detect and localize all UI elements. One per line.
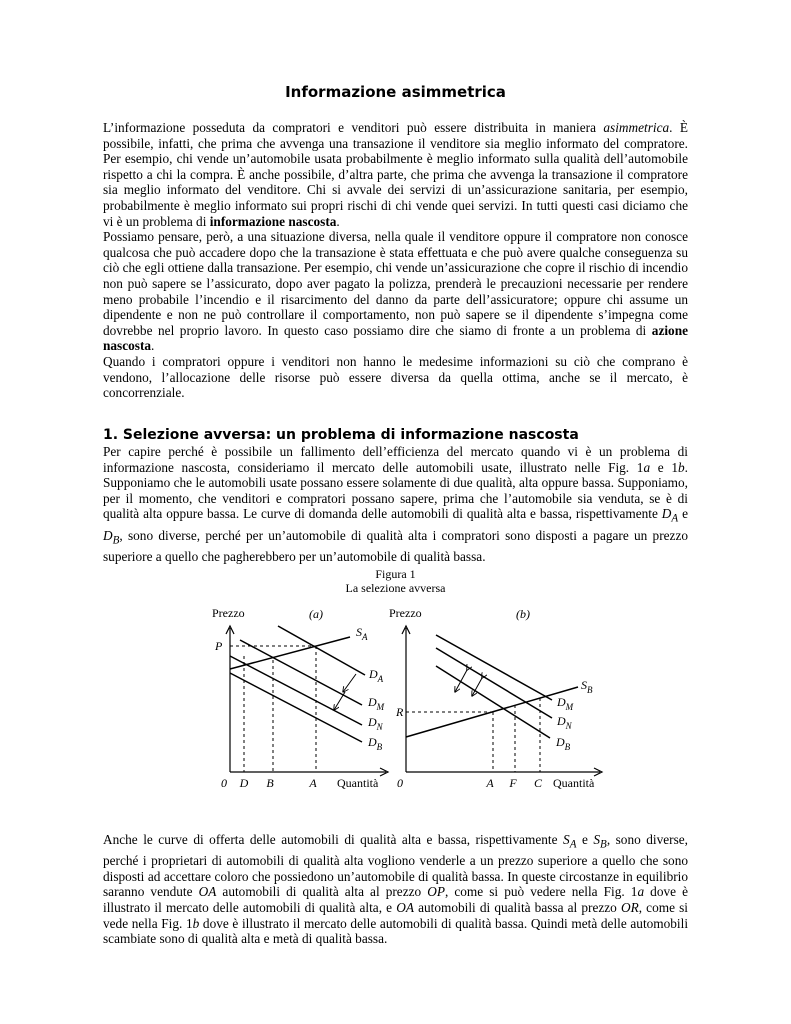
- math-symbol: D: [103, 527, 113, 543]
- section-heading: 1. Selezione avversa: un problema di informazione nascosta: [103, 427, 579, 443]
- curve-label-dn: $D_N$: [557, 714, 572, 731]
- origin-label: 0: [221, 776, 227, 790]
- curve-label-db: $D_B$: [556, 735, 571, 752]
- text-span: e: [576, 832, 594, 847]
- text-span: automobili di qualità alta al prezzo: [216, 884, 428, 900]
- section-paragraph: [103, 444, 688, 564]
- origin-label: 0: [397, 776, 403, 790]
- text-span: .: [151, 338, 155, 354]
- math-symbol: S: [593, 832, 601, 847]
- y-axis-label: Prezzo: [389, 606, 422, 620]
- x-axis-label: Quantità: [337, 776, 379, 790]
- math-symbol: OA: [198, 884, 217, 900]
- text-span: . È possibile, infatti, che prima che avvenga una transazione il venditore sia meglio informato del compratore. Per esempio, chi vende un’automobile usata probabilmente è meglio informato sulla qualità dell’automobile rispetto a chi la compra. È anche possibile, d’altra parte, che prima che avvenga la transazione il compratore sia meglio informato del venditore. Chi si avvale dei servizi di un’assicurazione sanitaria, per esempio, probabilmente è meglio informato sui propri rischi di chi vende quei servizi. In tutti questi casi diciamo che vi è un problema di: [103, 120, 688, 229]
- demand-curve-dn: [230, 656, 362, 725]
- text-span: , sono diverse, perché i proprietari di automobili di qualità alta vogliono venderle a un prezzo superiore a quello che sono disposti ad accettare coloro che possiedono un’automobile di qualità bassa. In queste circostanze in equilibrio saranno vendute: [103, 832, 688, 900]
- curve-label-sa: $S_A$: [356, 625, 368, 642]
- italic-ref: a: [637, 884, 645, 900]
- x-tick-label: B: [266, 776, 274, 790]
- intro-paragraph-2: [103, 229, 688, 354]
- shift-arrow: [455, 670, 467, 692]
- closing-paragraph: [103, 832, 688, 947]
- demand-curve-dm: [436, 635, 552, 700]
- figure-1-diagram: [0, 600, 791, 830]
- supply-curve-sa: [230, 637, 350, 669]
- curve-label-da: $D_A$: [369, 667, 384, 684]
- math-subscript: A: [671, 513, 679, 526]
- panel-b: [389, 606, 602, 790]
- math-symbol: OR: [620, 900, 639, 916]
- math-symbol: OA: [396, 900, 414, 916]
- curve-label-sb: $S_B$: [581, 678, 593, 695]
- text-span: Per capire perché è possibile un fallimento dell’efficienza del mercato quando vi è un problema di informazione nascosta, consideriamo il mercato delle automobili usate, illustrato nelle Fig. 1: [103, 444, 688, 475]
- text-span: automobili di qualità bassa al prezzo: [413, 900, 621, 916]
- text-span: , come si può vedere nella Fig. 1: [444, 884, 638, 900]
- text-span: dove è illustrato il mercato delle automobili di qualità bassa. Quindi metà delle automobili scambiate sono di qualità alta e metà di qualità bassa.: [103, 915, 689, 947]
- x-tick-label: A: [486, 776, 494, 790]
- math-subscript: B: [112, 534, 120, 547]
- closing-text: [103, 832, 688, 947]
- demand-curve-db: [230, 673, 362, 742]
- text-span: dove è illustrato il mercato delle automobili di qualità alta, e: [103, 884, 688, 916]
- math-symbol: OP: [427, 884, 445, 900]
- page-title: Informazione asimmetrica: [285, 83, 506, 101]
- italic-ref: b: [678, 459, 685, 475]
- figure-label: Figura 1: [375, 567, 416, 581]
- x-tick-label: A: [309, 776, 317, 790]
- intro-paragraph-1: [103, 120, 688, 229]
- emphasis-text: asimmetrica: [603, 120, 670, 135]
- price-label: P: [215, 639, 223, 653]
- text-span: e 1: [650, 459, 679, 475]
- curve-label-db: $D_B$: [368, 735, 383, 752]
- italic-ref: b: [192, 915, 200, 931]
- curve-label-dn: $D_N$: [368, 715, 383, 732]
- italic-ref: a: [643, 459, 651, 475]
- section-text: [103, 444, 688, 564]
- text-span: L’informazione posseduta da compratori e venditori può essere distribuita in maniera: [103, 120, 604, 135]
- shift-arrow: [334, 692, 345, 710]
- x-tick-label: D: [239, 776, 249, 790]
- text-span: , sono diverse, perché per un’automobile di qualità alta i compratori sono disposti a pagare un prezzo superiore a quello che pagherebbero per un’automobile di qualità bassa.: [103, 527, 688, 564]
- bold-term: informazione nascosta: [209, 213, 337, 229]
- x-tick-label: F: [509, 776, 517, 790]
- math-symbol: D: [661, 506, 672, 522]
- shift-arrow: [343, 674, 356, 692]
- math-subscript: A: [569, 838, 577, 851]
- curve-label-dm: $D_M$: [368, 695, 385, 712]
- text-span: .: [336, 213, 340, 229]
- y-axis-label: Prezzo: [212, 606, 245, 620]
- x-axis-label: Quantità: [553, 776, 595, 790]
- curve-label-dm: $D_M$: [557, 695, 574, 712]
- panel-tag: (a): [309, 607, 323, 621]
- demand-curve-dn: [436, 648, 552, 718]
- panel-a: [212, 606, 388, 790]
- panel-tag: (b): [516, 607, 530, 621]
- text-span: Anche le curve di offerta delle automobili di qualità alta e bassa, rispettivamente: [103, 832, 564, 847]
- price-label: R: [396, 705, 404, 719]
- x-tick-label: C: [533, 776, 543, 790]
- figure-caption: La selezione avversa: [345, 581, 446, 595]
- bold-term: azione nascosta: [103, 322, 688, 354]
- math-subscript: B: [600, 838, 607, 851]
- text-span: . Supponiamo che le automobili usate possano essere solamente di due qualità, alta oppure bassa. Supponiamo, per il momento, che venditori e compratori possano sapere, prima che l’automobile sia venduta, se è di qualità alta oppure bassa. Le curve di domanda delle automobili di qualità alta e bassa, rispettivamente: [103, 459, 688, 522]
- text-span: Possiamo pensare, però, a una situazione diversa, nella quale il venditore oppure il compratore non conosce qualcosa che può accadere dopo che la transazione è stata effettuata e che può avere qualche conseguenza su ciò che egli ottiene dalla transazione. Per esempio, chi vende un’assicurazione che copre il rischio di incendio non può sapere se l’assicurato, dopo aver pagato la polizza, prenderà le precauzioni necessarie per rendere meno probabile l’incendio e il risarcimento del danno da parte dell’assicuratore; oppure chi assume un dipendente e non ne può controllare il comportamento, non può sapere se il dipendente s’impegna come dovrebbe nel proprio lavoro. In questo caso possiamo dire che siamo di fronte a un problema di: [103, 229, 688, 338]
- intro-text: [103, 120, 688, 401]
- intro-paragraph-3: Quando i compratori oppure i venditori non hanno le medesime informazioni su ciò che comprano è vendono, l’allocazione delle risorse può essere diversa da quella ottima, anche se il mercato, è concorrenziale.: [103, 353, 688, 401]
- demand-curve-db: [436, 666, 550, 738]
- text-span: e: [678, 506, 688, 522]
- text-span: , come si vede nella Fig. 1: [103, 900, 688, 931]
- math-symbol: S: [563, 832, 570, 847]
